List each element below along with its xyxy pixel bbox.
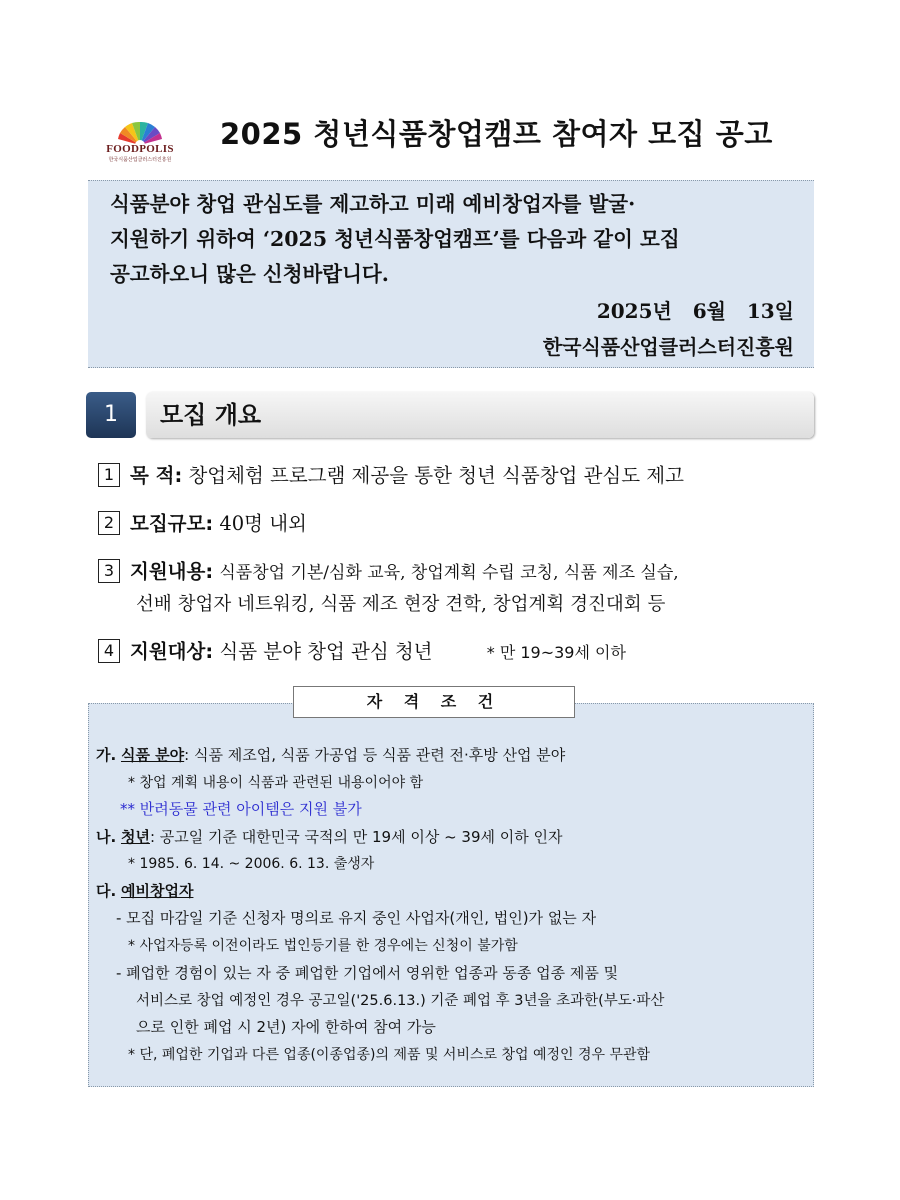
section-number: 1 <box>86 392 136 438</box>
section-title: 모집 개요 <box>160 401 262 429</box>
item-label: 모집규모: <box>130 512 214 535</box>
condition-prefix: 다. <box>96 882 117 900</box>
condition-c-item2: - 폐업한 경험이 있는 자 중 폐업한 기업에서 영위한 업종과 동종 업종 제품 및 <box>116 964 619 982</box>
organization-name: 한국식품산업클러스터진흥원 <box>542 335 794 359</box>
item-number: 1 <box>98 463 120 487</box>
condition-a <box>96 744 565 765</box>
item-text: 식품 분야 창업 관심 청년 <box>219 640 433 663</box>
item-target <box>98 636 626 664</box>
condition-c-item2-line3: 으로 인한 폐업 시 2년) 자에 한하여 참여 가능 <box>136 1018 436 1036</box>
announcement-date: 2025년 6월 13일 <box>596 299 794 323</box>
item-text: 40명 내외 <box>219 512 307 535</box>
condition-prefix: 가. <box>96 746 117 764</box>
item-label: 지원내용: <box>130 560 214 583</box>
intro-box <box>88 180 814 368</box>
logo-subtext: 한국식품산업클러스터진흥원 <box>108 157 172 163</box>
section-header <box>146 392 814 438</box>
item-number: 2 <box>98 511 120 535</box>
item-support <box>98 556 679 584</box>
item-text: 식품창업 기본/심화 교육, 창업계획 수립 코칭, 식품 제조 실습, <box>219 563 679 583</box>
item-text-continued: 선배 창업자 네트워킹, 식품 제조 현장 견학, 창업계획 경진대회 등 <box>136 594 666 615</box>
condition-c-item2-line2: 서비스로 창업 예정인 경우 공고일('25.6.13.) 기준 폐업 후 3년을 초과한(부도·파산 <box>136 993 665 1009</box>
item-text: 창업체험 프로그램 제공을 통한 청년 식품창업 관심도 제고 <box>188 464 684 487</box>
condition-b-note: * 1985. 6. 14. ~ 2006. 6. 13. 출생자 <box>128 856 375 872</box>
item-scale <box>98 508 307 536</box>
intro-line: 식품분야 창업 관심도를 제고하고 미래 예비창업자를 발굴· <box>110 192 636 216</box>
condition-c <box>96 880 193 901</box>
intro-text <box>110 187 792 292</box>
item-label: 목 적: <box>130 464 183 487</box>
intro-line: 지원하기 위하여 ‘2025 청년식품창업캠프’를 다음과 같이 모집 <box>110 227 680 251</box>
condition-b <box>96 826 563 847</box>
condition-a-note: * 창업 계획 내용이 식품과 관련된 내용이어야 함 <box>128 775 424 791</box>
item-number: 4 <box>98 639 120 663</box>
condition-c-note1: * 사업자등록 이전이라도 법인등기를 한 경우에는 신청이 불가함 <box>128 938 518 954</box>
item-label: 지원대상: <box>130 640 214 663</box>
condition-c-note2: * 단, 폐업한 기업과 다른 업종(이종업종)의 제품 및 서비스로 창업 예정인 경우 무관함 <box>128 1047 651 1063</box>
condition-label: 청년 <box>120 828 150 846</box>
logo-text: FOODPOLIS <box>106 143 174 155</box>
item-number: 3 <box>98 559 120 583</box>
condition-a-note2: ** 반려동물 관련 아이템은 지원 불가 <box>120 800 362 818</box>
condition-label: 예비창업자 <box>120 882 194 900</box>
condition-prefix: 나. <box>96 828 117 846</box>
page-title: 2025 청년식품창업캠프 참여자 모집 공고 <box>220 117 773 151</box>
condition-text: : 식품 제조업, 식품 가공업 등 식품 관련 전·후방 산업 분야 <box>184 746 566 764</box>
item-note: * 만 19~39세 이하 <box>486 643 626 662</box>
condition-label: 식품 분야 <box>120 746 185 764</box>
item-purpose <box>98 460 684 488</box>
condition-text: : 공고일 기준 대한민국 국적의 만 19세 이상 ~ 39세 이하 인자 <box>149 828 563 846</box>
intro-line: 공고하오니 많은 신청바랍니다. <box>110 262 389 286</box>
condition-c-item1: - 모집 마감일 기준 신청자 명의로 유지 중인 사업자(개인, 법인)가 없는 자 <box>116 909 597 927</box>
conditions-heading: 자 격 조 건 <box>293 686 575 718</box>
